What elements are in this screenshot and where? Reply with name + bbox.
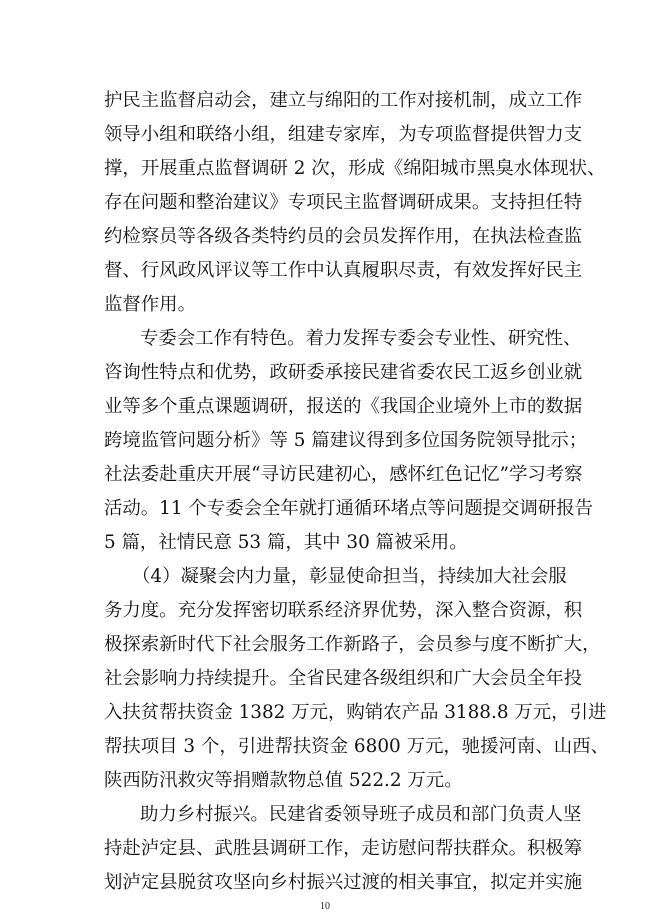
paragraph-heading-line: 专委会工作有特色。着力发挥专委会专业性、研究性、: [140, 328, 582, 349]
text-line: 陕西防汛救灾等捐赠款物总值 522.2 万元。: [104, 770, 463, 791]
text-line: 存在问题和整治建议》专项民主监督调研成果。支持担任特: [104, 192, 583, 213]
text-line: 督、行风政风评议等工作中认真履职尽责，有效发挥好民主: [104, 260, 583, 281]
text-line: 持赴泸定县、武胜县调研工作，走访慰问帮扶群众。积极筹: [104, 838, 583, 859]
text-line: 社法委赴重庆开展“寻访民建初心，感怀红色记忆”学习考察: [104, 464, 583, 485]
text-line: 极探索新时代下社会服务工作新路子，会员参与度不断扩大，: [104, 634, 601, 655]
paragraph-heading-line: 助力乡村振兴。民建省委领导班子成员和部门负责人坚: [140, 804, 582, 825]
text-line: 咨询性特点和优势，政研委承接民建省委农民工返乡创业就: [104, 362, 583, 383]
text-line: 撑，开展重点监督调研 2 次，形成《绵阳城市黑臭水体现状、: [104, 158, 606, 179]
text-line: 帮扶项目 3 个，引进帮扶资金 6800 万元，驰援河南、山西、: [104, 736, 609, 757]
text-line: 业等多个重点课题调研，报送的《我国企业境外上市的数据: [104, 396, 583, 417]
text-line: 活动。11 个专委会全年就打通循环堵点等问题提交调研报告: [104, 498, 594, 519]
text-line: 护民主监督启动会，建立与绵阳的工作对接机制，成立工作: [104, 90, 583, 111]
text-line: 监督作用。: [104, 294, 196, 315]
text-line: 领导小组和联络小组，组建专家库，为专项监督提供智力支: [104, 124, 583, 145]
text-line: 划泸定县脱贫攻坚向乡村振兴过渡的相关事宜，拟定并实施: [104, 872, 583, 893]
text-line: 务力度。充分发挥密切联系经济界优势，深入整合资源，积: [104, 600, 583, 621]
text-line: 约检察员等各级各类特约员的会员发挥作用，在执法检查监: [104, 226, 583, 247]
text-line: 5 篇，社情民意 53 篇，其中 30 篇被采用。: [104, 532, 468, 553]
text-line: 跨境监管问题分析》等 5 篇建议得到多位国务院领导批示；: [104, 430, 588, 451]
page-number: 10: [320, 901, 330, 912]
text-line: 入扶贫帮扶资金 1382 万元，购销农产品 3188.8 万元，引进: [104, 702, 607, 723]
section-heading-line: （4）凝聚会内力量，彰显使命担当，持续加大社会服: [132, 566, 567, 587]
text-line: 社会影响力持续提升。全省民建各级组织和广大会员全年投: [104, 668, 583, 689]
